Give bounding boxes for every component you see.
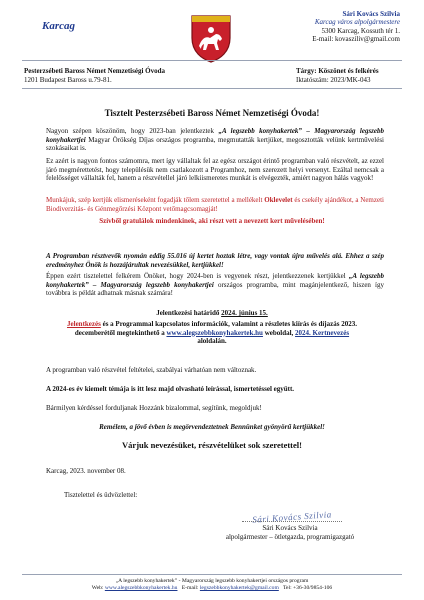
footer-contacts: Web: www.alegszebbkonyhakertek.hu E-mail: legszebbkonyhakertek@gmail.com Tel: +36-30/9854-106 <box>91 585 333 591</box>
mayor-title: Karcag város alpolgármestere <box>314 18 400 27</box>
paragraph-hope: Remélem, a jövő évben is megörvendeztetnek Bennünket gyönyörű kertjükkel! <box>99 423 325 431</box>
paragraph-registration: Jelentkezés és a Programmal kapcsolatos információk, valamint a részletes kiírás és díjazás 2023. decemberétől megtekinthető a www.alegszebbkonyhakertek.hu weboldal, 2024. Kertnevezés aloldalán. <box>67 320 357 345</box>
subject-label: Tárgy: Köszönet és felkérés <box>296 67 379 75</box>
closing-line: Várjuk nevezésüket, részvételüket sok szeretettel! <box>122 440 302 450</box>
deadline-line: Jelentkezési határidő 2024. június 15. <box>156 309 268 317</box>
paragraph-rules: A programban való részvétel feltételei, szabályai várhatóan nem változnak. <box>46 366 257 374</box>
signatory-block <box>200 524 380 541</box>
footer-divider <box>22 574 402 575</box>
paragraph-results: A Programban résztvevők nyomán eddig 55.016 új kertet hoztak létre, vagy vontak újra művelés alá. Ehhez a szép eredményhez Önök is hozzájárultak nevezésükkel, kertjükkel! <box>46 252 384 269</box>
program-name: „A legszebb konyhakertek” – Magyarország legszebb konyhakertjei <box>46 127 384 144</box>
header-divider <box>22 60 402 61</box>
subject-block <box>296 67 406 84</box>
city-name: Karcag <box>42 20 75 32</box>
paragraph-theme: A 2024-es év kiemelt témája is itt lesz majd olvasható leírással, ismertetéssel együtt. <box>46 385 295 393</box>
recipient-address: 1201 Budapest Baross u.79-81. <box>24 75 112 84</box>
letter-greeting: Tisztelt Pesterzsébeti Baross Német Nemzetiségi Óvoda! <box>104 108 320 118</box>
city-hall-address: 5300 Karcag, Kossuth tér 1. <box>321 26 400 35</box>
letter-date: Karcag, 2023. november 08. <box>46 467 126 475</box>
footer-website-link[interactable]: www.alegszebbkonyhakertek.hu <box>104 585 178 591</box>
reference-number: Iktatószám: 2023/MK-043 <box>296 75 371 84</box>
recipient-block <box>24 67 224 84</box>
coat-of-arms-logo <box>186 12 236 64</box>
paragraph-questions: Bármilyen kérdéssel forduljanak Hozzánk bizalommal, segítünk, megoldjuk! <box>46 404 262 412</box>
paragraph-participation: Ez azért is nagyon fontos számomra, mert így vállaltak fel az egész országot érintő programban való részvételt, az ezzel járó megmérettetést, hogy településük nem csatlakozott a Programhoz, nem szerezett helyi versenyt. Ezáltal nemcsak a felelősséget vállalták fel, hanem a részvétellel járó lelkiismeretes munkát is elvégezték, amiért nagyon hálás vagyok! <box>46 157 384 182</box>
sender-info <box>312 10 400 44</box>
sender-email: E-mail: kovasziliv@gmail.com <box>312 35 400 44</box>
registration-link[interactable]: Jelentkezés <box>67 320 101 328</box>
nomination-subpage-link[interactable]: 2024. Kertnevezés <box>295 328 350 337</box>
footer-email-link[interactable]: legszebbkonyhakertek@gmail.com <box>199 585 279 591</box>
certificate-word: Oklevelet <box>264 196 293 204</box>
paragraph-thanks: Nagyon szépen köszönöm, hogy 2023-ban jelentkeztek „A legszebb konyhakertek” – Magyarország legszebb konyhakertjei Magyar Örökség Díjas országos programba, megmutatták kertjüket, megosztották velünk kertművelési szokásaikat is. <box>46 127 384 152</box>
footer-program-line: „A legszebb konyhakertek” - Magyarország legszebb konyhakertjei országos program <box>115 578 309 584</box>
signatory-role: alpolgármester – ötletgazda, programigazgató <box>225 532 355 541</box>
mayor-name: Sári Kovács Szilvia <box>342 10 400 18</box>
deadline-date: 2024. június 15. <box>221 309 268 317</box>
website-link[interactable]: www.alegszebbkonyhakertek.hu <box>166 328 263 337</box>
paragraph-award: Munkájuk, szép kertjük elismeréseként fogadják tőlem szeretettel a mellékelt Oklevelet és csekély ajándékot, a Nemzeti Biodiverzitás- és Génmegőrzési Központ vetőmagcsomagját! <box>46 196 384 213</box>
program-name-2: „A legszebb konyhakertek” – Magyarország legszebb konyhakertjei <box>46 272 384 289</box>
handwritten-signature: Sári Kovács Szilvia <box>251 509 333 525</box>
footer-phone: Tel: +36-30/9854-106 <box>283 585 333 591</box>
salutation: Tisztelettel és üdvözlettel: <box>64 491 138 499</box>
footer <box>0 578 424 592</box>
signature-line <box>242 521 342 522</box>
address-divider <box>22 88 402 89</box>
signatory-name: Sári Kovács Szilvia <box>262 524 318 532</box>
recipient-name: Pesterzsébeti Baross Német Nemzetiségi Óvoda <box>24 67 165 75</box>
paragraph-invitation: Éppen ezért tisztelettel felkérem Önöket, hogy 2024-ben is vegyenek részt, jelentkezzenek kertjükkel „A legszebb konyhakertek” – Magyarország legszebb konyhakertjei országos programba, mint magánjelentkező, hiszen így továbbra is példát adhatnak másnak számára! <box>46 272 384 297</box>
congratulations-line: Szívből gratulálok mindenkinek, aki részt vett a nevezett kert művelésében! <box>99 217 325 225</box>
